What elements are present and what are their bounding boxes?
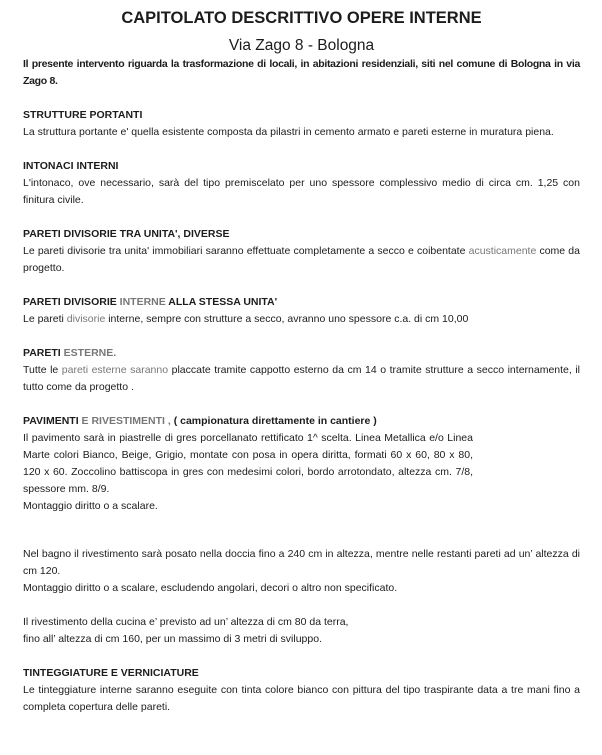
body-text-muted: acusticamente bbox=[468, 245, 537, 257]
body-text: Montaggio diritto o a scalare, escludendo angolari, decori o altro non specificato. bbox=[23, 582, 398, 594]
heading-text-muted: INTERNE bbox=[119, 296, 166, 308]
section-cucina bbox=[23, 614, 580, 648]
paragraph bbox=[23, 311, 580, 328]
heading-text: PARETI DIVISORIE bbox=[23, 296, 120, 308]
body-text: Tutte le bbox=[23, 364, 62, 376]
paragraph bbox=[23, 631, 580, 648]
paragraph bbox=[23, 580, 580, 597]
document-subtitle: Via Zago 8 - Bologna bbox=[228, 37, 375, 54]
section-heading bbox=[23, 158, 580, 175]
heading-text: PAVIMENTI bbox=[23, 415, 82, 427]
body-text: Il pavimento sarà in piastrelle di gres porcellanato rettificato 1^ scelta. Linea Metallica e/o Linea Marte colori Bianco, Beige, Grigio, montate con posa in opera diritta, formati 60 x 60, 80 x 80, 120 x 60. Zoccolino battiscopa in gres con medesimi colori, bordo arrotondato, altezza cm. 7/8, spessore mm. 8/9. bbox=[23, 432, 473, 495]
section-intonaci-interni bbox=[23, 158, 580, 209]
body-text: Le pareti divisorie tra unita' immobiliari saranno effettuate completamente a secco e coibentate bbox=[23, 245, 469, 257]
heading-text: STRUTTURE PORTANTI bbox=[23, 109, 143, 121]
section-pareti-divisorie-tra-unita-diverse bbox=[23, 226, 580, 277]
section-pavimenti-e-rivestimenti bbox=[23, 413, 580, 515]
body-text: fino all’ altezza di cm 160, per un massimo di 3 metri di sviluppo. bbox=[23, 633, 322, 645]
paragraph bbox=[23, 614, 580, 631]
document-title: CAPITOLATO DESCRITTIVO OPERE INTERNE bbox=[121, 9, 482, 27]
paragraph bbox=[23, 175, 580, 209]
body-text: come da progetto. bbox=[23, 245, 580, 274]
section-heading bbox=[23, 107, 580, 124]
section-tinteggiature-e-verniciature bbox=[23, 665, 580, 716]
body-text-muted: divisorie bbox=[66, 313, 106, 325]
paragraph bbox=[23, 430, 473, 498]
section-pareti-divisorie-interne-stessa-unita bbox=[23, 294, 580, 328]
section-heading bbox=[23, 226, 580, 243]
heading-text: PARETI DIVISORIE TRA UNITA', DIVERSE bbox=[23, 228, 230, 240]
body-text: Le tinteggiature interne saranno eseguite con tinta colore bianco con pittura del tipo traspirante data a tre mani fino a completa copertura delle pareti. bbox=[23, 684, 580, 713]
heading-text: ( campionatura direttamente in cantiere ) bbox=[173, 415, 377, 427]
heading-text: PARETI bbox=[23, 347, 64, 359]
body-text: placcate tramite cappotto esterno da cm 14 o tramite strutture a secco internamente, il tutto come da progetto . bbox=[23, 364, 581, 393]
heading-text-muted: ESTERNE. bbox=[63, 347, 117, 359]
section-heading bbox=[23, 665, 580, 682]
section-heading bbox=[23, 294, 580, 311]
heading-text-muted: E RIVESTIMENTI , bbox=[81, 415, 174, 427]
paragraph bbox=[23, 546, 580, 580]
heading-text: ALLA STESSA UNITA' bbox=[165, 296, 278, 308]
section-bagno bbox=[23, 546, 580, 597]
heading-text: TINTEGGIATURE E VERNICIATURE bbox=[23, 667, 199, 679]
body-text: L'intonaco, ove necessario, sarà del tipo premiscelato per uno spessore complessivo medio di circa cm. 1,25 con finitura civile. bbox=[23, 177, 580, 206]
body-text: interne, sempre con strutture a secco, avranno uno spessore c.a. di cm 10,00 bbox=[105, 313, 469, 325]
body-text: Montaggio diritto o a scalare. bbox=[23, 500, 158, 512]
body-text: Nel bagno il rivestimento sarà posato nella doccia fino a 240 cm in altezza, mentre nelle restanti pareti ad un’ altezza di cm 120. bbox=[23, 548, 580, 577]
paragraph bbox=[23, 362, 580, 396]
paragraph bbox=[23, 682, 580, 716]
sections bbox=[23, 107, 580, 716]
body-text: Il rivestimento della cucina e’ previsto ad un’ altezza di cm 80 da terra, bbox=[23, 616, 349, 628]
section-heading bbox=[23, 345, 580, 362]
paragraph bbox=[23, 498, 580, 515]
body-text-muted: pareti esterne saranno bbox=[61, 364, 169, 376]
body-text: La struttura portante e' quella esistente composta da pilastri in cemento armato e pareti esterne in muratura piena. bbox=[23, 126, 554, 138]
body-text: Le pareti bbox=[23, 313, 67, 325]
section-strutture-portanti bbox=[23, 107, 580, 141]
intro-paragraph: Il presente intervento riguarda la trasformazione di locali, in abitazioni residenziali, siti nel comune di Bologna in via Zago 8. bbox=[23, 58, 580, 87]
section-heading bbox=[23, 413, 580, 430]
section-pareti-esterne bbox=[23, 345, 580, 396]
heading-text: INTONACI INTERNI bbox=[23, 160, 119, 172]
paragraph bbox=[23, 124, 580, 141]
paragraph bbox=[23, 243, 580, 277]
